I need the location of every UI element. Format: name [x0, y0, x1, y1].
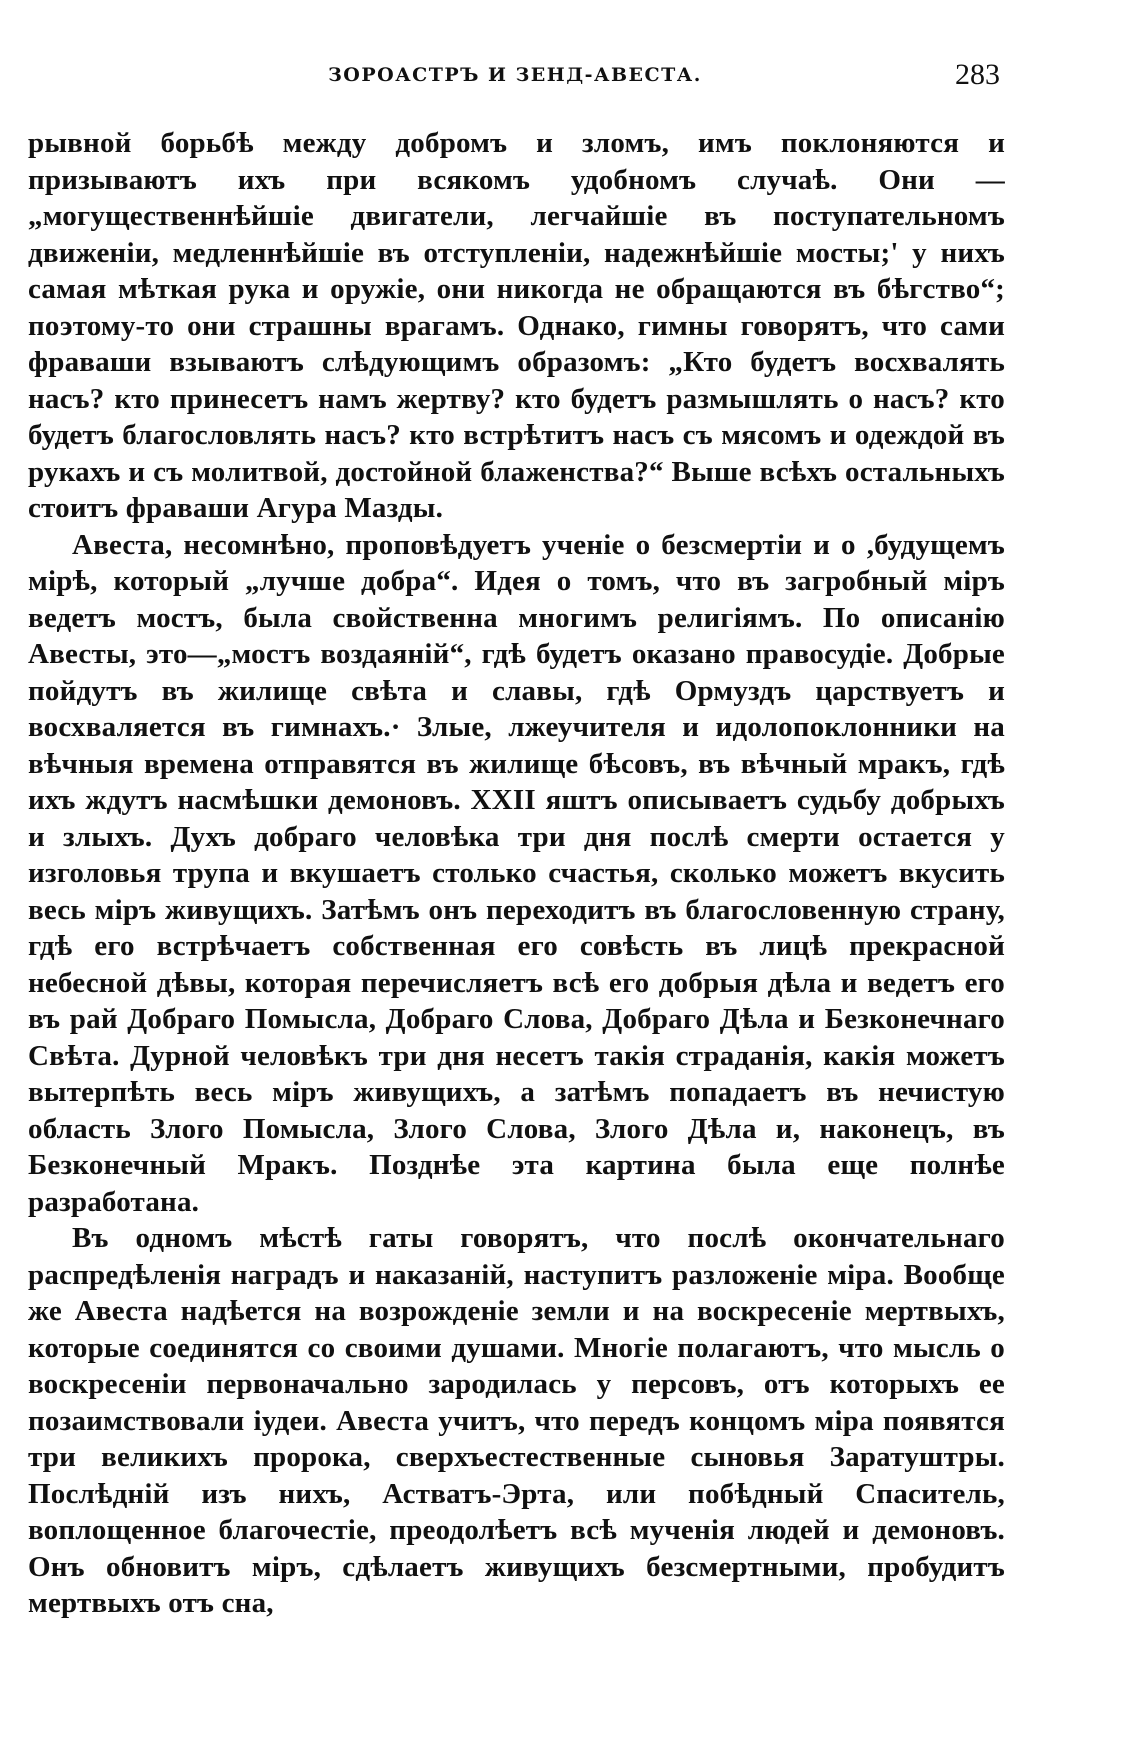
running-title: ЗОРОАСТРЪ И ЗЕНД-АВЕСТА.: [328, 64, 702, 86]
running-header: [30, 58, 1000, 98]
paragraph-immortality: Авеста, несомнѣно, проповѣдуетъ ученіе о безсмертіи и о ,будущемъ мірѣ, который „лучше добра“. Идея о томъ, что въ загробный міръ ведетъ мостъ, была свойственна многимъ религіямъ. По описанію Авесты, это—„мостъ воздаяній“, гдѣ будетъ оказано правосудіе. Добрые пойдутъ въ жилище свѣта и славы, гдѣ Ормуздъ царствуетъ и восхваляется въ гимнахъ.· Злые, лжеучителя и идолопоклонники на вѣчныя времена отправятся въ жилище бѣсовъ, въ вѣчный мракъ, гдѣ ихъ ждутъ насмѣшки демоновъ. XXII яштъ описываетъ судьбу добрыхъ и злыхъ. Духъ добраго человѣка три дня послѣ смерти остается у изголовья трупа и вкушаетъ столько счастья, сколько можетъ вкусить весь міръ живущихъ. Затѣмъ онъ переходитъ въ благословенную страну, гдѣ его встрѣчаетъ собственная его совѣсть въ лицѣ прекрасной небесной дѣвы, которая перечисляетъ всѣ его добрыя дѣла и ведетъ его въ рай Добраго Помысла, Добраго Слова, Добраго Дѣла и Безконечнаго Свѣта. Дурной человѣкъ три дня несетъ такія страданія, какія можетъ вытерпѣть весь міръ живущихъ, а затѣмъ попадаетъ въ нечистую область Злого Помысла, Злого Слова, Злого Дѣла и, наконецъ, въ Безконечный Мракъ. Позднѣе эта картина была еще полнѣе разработана.: [28, 528, 1005, 1218]
paragraph-resurrection: Въ одномъ мѣстѣ гаты говорятъ, что послѣ окончательнаго распредѣленія наградъ и наказаній, наступитъ разложеніе міра. Вообще же Авеста надѣется на возрожденіе земли и на воскресеніе мертвыхъ, которые соединятся со своими душами. Многіе полагаютъ, что мысль о воскресеніи первоначально зародилась у персовъ, отъ которыхъ ее позаимствовали іудеи. Авеста учитъ, что передъ концомъ міра появятся три великихъ пророка, сверхъестественные сыновья Заратуштры. Послѣдній изъ нихъ, Астватъ-Эрта, или побѣдный Спаситель, воплощенное благочестіе, преодолѣетъ всѣ мученія людей и демоновъ. Онъ обновитъ міръ, сдѣлаетъ живущихъ безсмертными, пробудитъ мертвыхъ отъ сна,: [28, 1222, 1005, 1619]
body-text: [28, 125, 1005, 1622]
page-number: 283: [955, 58, 1000, 91]
paragraph-continuation: рывной борьбѣ между добромъ и зломъ, имъ поклоняются и призываютъ ихъ при всякомъ удобномъ случаѣ. Они — „могущественнѣйшіе двигатели, легчайшіе въ поступательномъ движеніи, медленнѣйшіе въ отступленіи, надежнѣйшіе мосты;' у нихъ самая мѣткая рука и оружіе, они никогда не обращаются въ бѣгство“; поэтому-то они страшны врагамъ. Однако, гимны говорятъ, что сами фраваши взываютъ слѣдующимъ образомъ: „Кто будетъ восхвалять насъ? кто принесетъ намъ жертву? кто будетъ размышлять о насъ? кто будетъ благословлять насъ? кто встрѣтитъ насъ съ мясомъ и одеждой въ рукахъ и съ молитвой, достойной блаженства?“ Выше всѣхъ остальныхъ стоитъ фраваши Агура Мазды.: [28, 127, 1005, 524]
